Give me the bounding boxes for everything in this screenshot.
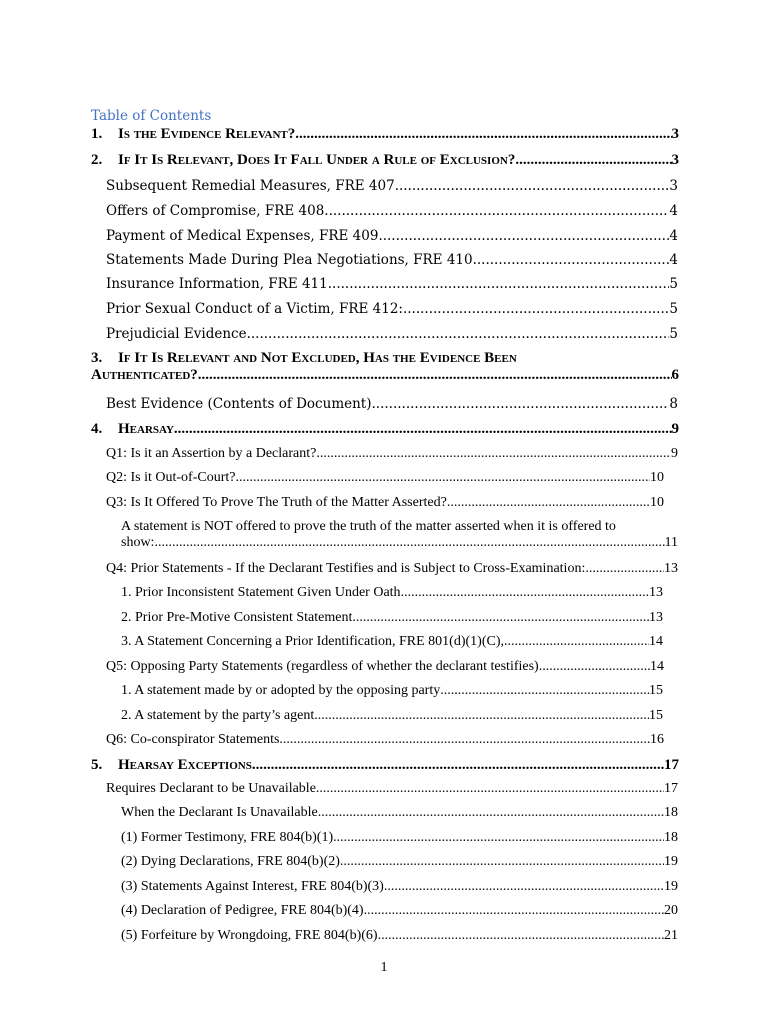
dot-leader (235, 470, 650, 486)
entry-page: 9 (671, 446, 678, 461)
dot-leader (316, 446, 671, 462)
toc-entry-5a[interactable] (106, 781, 678, 797)
dot-leader (316, 781, 664, 797)
toc-entry-1[interactable] (91, 126, 679, 143)
entry-page: 13 (664, 561, 678, 576)
entry-page: 19 (664, 879, 678, 894)
toc-entry-5a3[interactable] (121, 854, 678, 870)
toc-entry-4e1[interactable] (121, 683, 663, 699)
toc-entry-4d[interactable] (106, 561, 678, 577)
dot-leader (252, 757, 664, 774)
toc-entry-2e[interactable] (106, 276, 678, 292)
entry-page: 4 (669, 252, 678, 268)
entry-text: Offers of Compromise, FRE 408 (106, 203, 325, 219)
entry-number: 1. (91, 126, 103, 142)
dot-leader (340, 854, 664, 870)
entry-page: 18 (664, 830, 678, 845)
toc-entry-5a6[interactable] (121, 928, 678, 944)
toc-entry-4d2[interactable] (121, 610, 663, 626)
entry-number: 2. (91, 152, 103, 168)
entry-page: 18 (664, 805, 678, 820)
toc-entry-2b[interactable] (106, 203, 678, 219)
dot-leader (154, 535, 664, 551)
dot-leader (395, 178, 670, 194)
dot-leader (515, 152, 671, 169)
toc-entry-3a[interactable] (106, 396, 678, 412)
toc-entry-2[interactable] (91, 152, 679, 169)
toc-entry-5a4[interactable] (121, 879, 678, 895)
entry-text: (4) Declaration of Pedigree, FRE 804(b)(4) (121, 903, 364, 918)
entry-text: Insurance Information, FRE 411 (106, 276, 328, 292)
entry-number: 4. (91, 421, 103, 437)
toc-entry-5a1[interactable] (121, 805, 678, 821)
toc-entry-5a2[interactable] (121, 830, 678, 846)
entry-page: 10 (650, 495, 664, 510)
dot-leader (324, 203, 669, 219)
dot-leader (539, 659, 650, 675)
entry-text: Statements Made During Plea Negotiations, FRE 410 (106, 252, 473, 268)
dot-leader (473, 252, 670, 268)
entry-text: Q2: Is it Out-of-Court? (106, 470, 236, 485)
dot-leader (247, 326, 670, 342)
entry-page: 4 (669, 203, 678, 219)
entry-page: 15 (649, 708, 663, 723)
entry-page: 20 (664, 903, 678, 918)
entry-text: Q5: Opposing Party Statements (regardless of whether the declarant testifies) (106, 659, 539, 674)
entry-text: Hearsay Exceptions (118, 757, 252, 773)
toc-entry-4c[interactable] (106, 495, 664, 511)
entry-number: 3. (91, 350, 103, 366)
entry-text: Best Evidence (Contents of Document) (106, 396, 372, 412)
entry-text-line2: Authenticated? (91, 367, 198, 383)
entry-page: 6 (671, 367, 679, 383)
entry-text: Prejudicial Evidence (106, 326, 247, 342)
entry-text: Requires Declarant to be Unavailable (106, 781, 316, 796)
dot-leader (295, 126, 671, 143)
toc-entry-4f[interactable] (106, 732, 664, 748)
toc-entry-4b[interactable] (106, 470, 664, 486)
dot-leader (198, 367, 672, 384)
entry-page: 3 (669, 178, 678, 194)
dot-leader (314, 708, 649, 724)
dot-leader (384, 879, 664, 895)
toc-entry-4c1[interactable] (121, 519, 678, 551)
entry-text-line2: show: (121, 535, 155, 550)
entry-page: 14 (650, 659, 664, 674)
toc-entry-4e2[interactable] (121, 708, 663, 724)
entry-text-line1: A statement is NOT offered to prove the truth of the matter asserted when it is offered to (121, 519, 616, 534)
dot-leader (504, 634, 649, 650)
toc-title: Table of Contents (91, 108, 212, 124)
entry-page: 19 (664, 854, 678, 869)
dot-leader (279, 732, 650, 748)
entry-text: (3) Statements Against Interest, FRE 804(b)(3) (121, 879, 384, 894)
entry-text: When the Declarant Is Unavailable (121, 805, 318, 820)
toc-entry-4d1[interactable] (121, 585, 663, 601)
entry-text: 2. Prior Pre-Motive Consistent Statement (121, 610, 353, 625)
toc-entry-2g[interactable] (106, 326, 678, 342)
toc-entry-2c[interactable] (106, 228, 678, 244)
entry-text-line1: If It Is Relevant and Not Excluded, Has the Evidence Been (118, 350, 517, 366)
entry-page: 8 (669, 396, 678, 412)
dot-leader (333, 830, 664, 846)
dot-leader (372, 396, 670, 412)
entry-page: 17 (664, 781, 678, 796)
entry-page: 13 (649, 585, 663, 600)
entry-page: 11 (664, 535, 678, 550)
entry-text: Q3: Is It Offered To Prove The Truth of the Matter Asserted? (106, 495, 447, 510)
entry-text: Subsequent Remedial Measures, FRE 407 (106, 178, 395, 194)
toc-entry-2d[interactable] (106, 252, 678, 268)
dot-leader (585, 561, 664, 577)
dot-leader (447, 495, 650, 511)
entry-text: 1. A statement made by or adopted by the opposing party (121, 683, 441, 698)
toc-entry-2f[interactable] (106, 301, 678, 317)
dot-leader (318, 805, 664, 821)
toc-entry-5a5[interactable] (121, 903, 678, 919)
entry-page: 3 (671, 126, 679, 142)
entry-text: Payment of Medical Expenses, FRE 409 (106, 228, 379, 244)
entry-page: 16 (650, 732, 664, 747)
dot-leader (352, 610, 649, 626)
entry-page: 9 (671, 421, 679, 437)
entry-page: 17 (664, 757, 679, 773)
toc-entry-2a[interactable] (106, 178, 678, 194)
entry-number: 5. (91, 757, 103, 773)
entry-page: 13 (649, 610, 663, 625)
dot-leader (440, 683, 649, 699)
entry-text: Q4: Prior Statements - If the Declarant Testifies and is Subject to Cross-Examination: (106, 561, 586, 576)
entry-page: 10 (650, 470, 664, 485)
entry-text: Hearsay (118, 421, 174, 437)
entry-text: Is the Evidence Relevant? (118, 126, 296, 142)
entry-text: (5) Forfeiture by Wrongdoing, FRE 804(b)(6) (121, 928, 378, 943)
entry-text: If It Is Relevant, Does It Fall Under a Rule of Exclusion? (118, 152, 516, 168)
toc-entry-4d3[interactable] (121, 634, 663, 650)
entry-page: 21 (664, 928, 678, 943)
entry-text: (1) Former Testimony, FRE 804(b)(1) (121, 830, 334, 845)
page-number: 1 (380, 960, 388, 975)
entry-page: 4 (669, 228, 678, 244)
dot-leader (328, 276, 670, 292)
entry-text: Q1: Is it an Assertion by a Declarant? (106, 446, 317, 461)
entry-text: Prior Sexual Conduct of a Victim, FRE 412: (106, 301, 403, 317)
entry-page: 3 (671, 152, 679, 168)
dot-leader (401, 585, 649, 601)
entry-text: Q6: Co-conspirator Statements (106, 732, 280, 747)
dot-leader (364, 903, 664, 919)
entry-page: 14 (649, 634, 663, 649)
entry-page: 5 (669, 326, 678, 342)
entry-text: 2. A statement by the party’s agent (121, 708, 315, 723)
entry-page: 5 (669, 301, 678, 317)
entry-page: 15 (649, 683, 663, 698)
toc-entry-4[interactable] (91, 421, 679, 438)
dot-leader (174, 421, 672, 438)
toc-entry-4e[interactable] (106, 659, 664, 675)
entry-text: (2) Dying Declarations, FRE 804(b)(2) (121, 854, 340, 869)
entry-text: 1. Prior Inconsistent Statement Given Under Oath (121, 585, 401, 600)
toc-entry-4a[interactable] (106, 446, 678, 462)
entry-page: 5 (669, 276, 678, 292)
toc-entry-5[interactable] (91, 757, 679, 774)
dot-leader (403, 301, 669, 317)
toc-entry-3[interactable] (91, 350, 679, 384)
dot-leader (378, 928, 664, 944)
entry-text: 3. A Statement Concerning a Prior Identification, FRE 801(d)(1)(C), (121, 634, 504, 649)
dot-leader (378, 228, 669, 244)
